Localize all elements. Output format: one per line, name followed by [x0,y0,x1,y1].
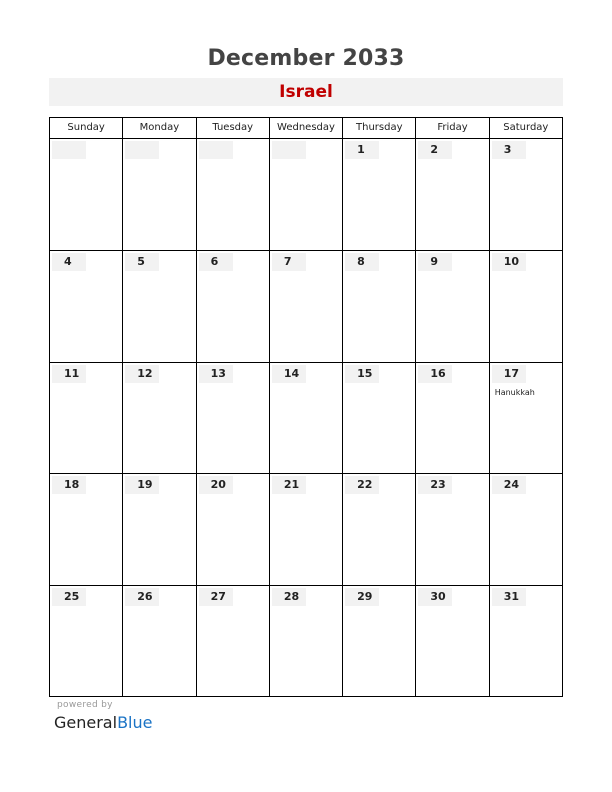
day-cell[interactable] [269,474,342,584]
day-cell[interactable] [196,251,269,361]
day-number [52,141,86,159]
weekday-tuesday: Tuesday [196,118,269,138]
day-cell[interactable] [196,586,269,696]
day-cell[interactable] [489,251,562,361]
day-number: 2 [418,141,452,159]
day-cell[interactable] [122,139,195,250]
day-number: 7 [272,253,306,271]
brand-blue-text: Blue [117,713,153,732]
day-number: 9 [418,253,452,271]
day-number: 23 [418,476,452,494]
day-cell[interactable] [269,139,342,250]
week-row [50,362,562,473]
day-number: 20 [199,476,233,494]
calendar-title: December 2033 [207,46,405,71]
weekday-header-row [50,118,562,139]
day-cell[interactable] [122,251,195,361]
day-number: 3 [492,141,526,159]
day-cell[interactable] [50,474,122,584]
day-cell[interactable] [50,586,122,696]
day-number: 18 [52,476,86,494]
day-cell[interactable] [196,139,269,250]
day-number: 1 [345,141,379,159]
day-number: 24 [492,476,526,494]
day-number: 4 [52,253,86,271]
day-cell[interactable] [489,139,562,250]
country-name: Israel [279,82,333,102]
day-cell[interactable] [489,363,562,473]
day-cell[interactable] [415,474,488,584]
day-number: 13 [199,365,233,383]
day-number: 14 [272,365,306,383]
powered-by-label: powered by [57,700,113,710]
day-cell[interactable] [269,586,342,696]
weekday-monday: Monday [122,118,195,138]
day-number: 11 [52,365,86,383]
day-number: 27 [199,588,233,606]
day-number: 5 [125,253,159,271]
calendar-weeks [50,139,562,696]
day-number [125,141,159,159]
day-number: 31 [492,588,526,606]
week-row [50,473,562,584]
weekday-wednesday: Wednesday [269,118,342,138]
day-cell[interactable] [342,586,415,696]
weekday-friday: Friday [415,118,488,138]
day-cell[interactable] [122,586,195,696]
day-number: 21 [272,476,306,494]
week-row [50,585,562,696]
day-number: 8 [345,253,379,271]
day-number: 17 [492,365,526,383]
holiday-label: Hanukkah [494,387,535,397]
weekday-sunday: Sunday [67,122,105,133]
weekday-saturday: Saturday [489,118,562,138]
day-cell[interactable] [122,474,195,584]
day-cell[interactable] [269,251,342,361]
day-cell[interactable] [415,586,488,696]
day-number [272,141,306,159]
day-cell[interactable] [489,586,562,696]
day-number: 15 [345,365,379,383]
day-cell[interactable] [342,363,415,473]
day-cell[interactable] [50,251,122,361]
day-cell[interactable] [415,139,488,250]
day-cell[interactable] [415,363,488,473]
day-number: 12 [125,365,159,383]
day-cell[interactable] [342,251,415,361]
day-number: 10 [492,253,526,271]
day-number: 6 [199,253,233,271]
day-number: 22 [345,476,379,494]
day-number: 29 [345,588,379,606]
week-row [50,139,562,250]
country-banner [49,78,563,106]
calendar-grid [49,117,563,697]
day-cell[interactable] [269,363,342,473]
day-cell[interactable] [196,474,269,584]
weekday-thursday: Thursday [342,118,415,138]
day-number: 19 [125,476,159,494]
brand-general-text: General [54,713,118,732]
day-number [199,141,233,159]
day-cell[interactable] [50,139,122,250]
day-cell[interactable] [50,363,122,473]
day-number: 16 [418,365,452,383]
day-cell[interactable] [196,363,269,473]
week-row [50,250,562,361]
generalblue-logo[interactable] [54,713,152,732]
day-number: 30 [418,588,452,606]
day-cell[interactable] [415,251,488,361]
day-cell[interactable] [489,474,562,584]
day-cell[interactable] [342,139,415,250]
day-number: 28 [272,588,306,606]
day-number: 26 [125,588,159,606]
day-number: 25 [52,588,86,606]
day-cell[interactable] [122,363,195,473]
day-cell[interactable] [342,474,415,584]
